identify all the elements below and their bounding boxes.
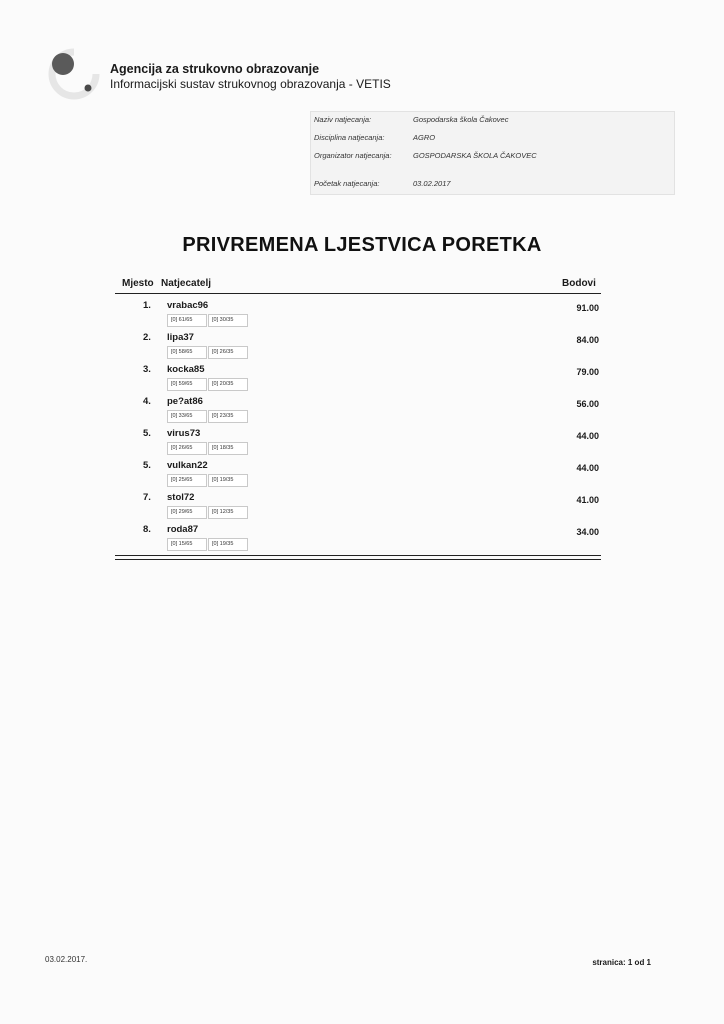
competitor-name: virus73 — [167, 428, 201, 439]
vetis-logo-icon — [48, 48, 100, 100]
column-header-points: Bodovi — [562, 278, 596, 289]
points: 41.00 — [576, 495, 599, 505]
score-cell: [0] 29/65 — [167, 506, 207, 519]
rank: 5. — [143, 428, 151, 439]
column-header-place: Mjesto — [122, 278, 154, 289]
info-value: 03.02.2017 — [413, 179, 451, 188]
footer-divider — [115, 555, 601, 556]
competitor-name: kocka85 — [167, 364, 205, 375]
competitor-name: stol72 — [167, 492, 195, 503]
info-row-name — [314, 115, 508, 124]
points: 56.00 — [576, 399, 599, 409]
table-row — [115, 364, 601, 396]
competition-info-box — [310, 111, 675, 195]
agency-header — [110, 62, 391, 92]
competitor-name: vulkan22 — [167, 460, 208, 471]
score-cell: [0] 30/35 — [208, 314, 248, 327]
rank: 1. — [143, 300, 151, 311]
points: 91.00 — [576, 303, 599, 313]
info-value: AGRO — [413, 133, 436, 142]
rank: 4. — [143, 396, 151, 407]
competitor-name: pe?at86 — [167, 396, 203, 407]
info-label: Organizator natjecanja: — [314, 151, 392, 160]
info-value: Gospodarska škola Čakovec — [413, 115, 509, 124]
score-cell: [0] 61/65 — [167, 314, 207, 327]
table-row — [115, 396, 601, 428]
score-cell: [0] 15/65 — [167, 538, 207, 551]
table-row — [115, 524, 601, 556]
column-header-competitor: Natjecatelj — [161, 278, 212, 289]
table-row — [115, 428, 601, 460]
score-cell: [0] 23/35 — [208, 410, 248, 423]
agency-name: Agencija za strukovno obrazovanje — [110, 62, 320, 76]
rank: 3. — [143, 364, 151, 375]
table-row — [115, 332, 601, 364]
points: 34.00 — [576, 527, 599, 537]
info-row-discipline — [314, 133, 435, 142]
rank: 5. — [143, 460, 151, 471]
info-row-start — [314, 179, 451, 188]
score-cell: [0] 26/65 — [167, 442, 207, 455]
page-number: stranica: 1 od 1 — [592, 958, 651, 967]
table-row — [115, 460, 601, 492]
score-cell: [0] 26/35 — [208, 346, 248, 359]
score-cell: [0] 19/35 — [208, 538, 248, 551]
footer-divider — [115, 559, 601, 560]
points: 84.00 — [576, 335, 599, 345]
points: 79.00 — [576, 367, 599, 377]
score-cell: [0] 20/35 — [208, 378, 248, 391]
score-cell: [0] 19/35 — [208, 474, 248, 487]
points: 44.00 — [576, 431, 599, 441]
competitor-name: vrabac96 — [167, 300, 209, 311]
info-label: Disciplina natjecanja: — [314, 133, 385, 142]
print-date: 03.02.2017. — [45, 955, 88, 964]
page-title: PRIVREMENA LJESTVICA PORETKA — [182, 234, 542, 256]
info-label: Početak natjecanja: — [314, 179, 380, 188]
rank: 8. — [143, 524, 151, 535]
points: 44.00 — [576, 463, 599, 473]
score-cell: [0] 33/65 — [167, 410, 207, 423]
header-divider — [115, 293, 601, 294]
system-name: Informacijski sustav strukovnog obrazovanja - VETIS — [110, 77, 391, 91]
competitor-name: roda87 — [167, 524, 199, 535]
info-value: GOSPODARSKA ŠKOLA ČAKOVEC — [413, 151, 537, 160]
score-cell: [0] 25/65 — [167, 474, 207, 487]
score-cell: [0] 58/65 — [167, 346, 207, 359]
table-row — [115, 300, 601, 332]
rank: 2. — [143, 332, 151, 343]
score-cell: [0] 59/65 — [167, 378, 207, 391]
info-row-organizer — [314, 151, 537, 160]
competitor-name: lipa37 — [167, 332, 194, 343]
table-row — [115, 492, 601, 524]
score-cell: [0] 12/35 — [208, 506, 248, 519]
score-cell: [0] 18/35 — [208, 442, 248, 455]
rank: 7. — [143, 492, 151, 503]
info-label: Naziv natjecanja: — [314, 115, 372, 124]
